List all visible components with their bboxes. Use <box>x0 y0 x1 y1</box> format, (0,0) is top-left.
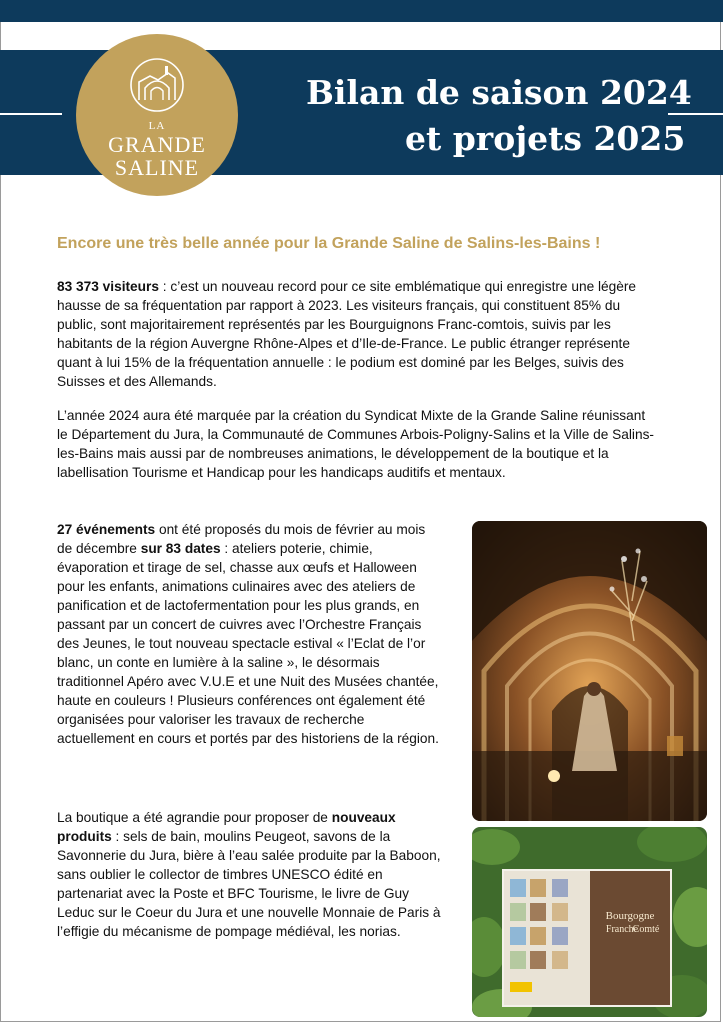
events-dates: sur 83 dates <box>140 541 221 556</box>
visitor-count: 83 373 visiteurs <box>57 279 159 294</box>
stamp-title-2: Franche <box>605 924 639 935</box>
paragraph-events <box>57 520 442 748</box>
top-bar <box>0 0 723 22</box>
paragraph-events-text-2: : ateliers poterie, chimie, évaporation et tirage de sel, chasse aux œufs et Halloween pour les enfants, animations culinaires avec des ateliers de panification et de lactofermentation pour les plus grands, en passant par un concert de cuivres avec l’Orchestre Français des Jeunes, le tout nouveau spectacle estival « l’Eclat de l’or blanc, un conte en lumière à la saline », le désormais traditionnel Apéro avec V.U.E et une Nuit des Musées chantée, haute en couleurs ! Plusieurs conférences ont également été organisées pour valoriser les travaux de recherche actuellement en cours et portés par des historiens de la région. <box>57 541 439 746</box>
photo-vault-spectacle <box>472 521 707 821</box>
events-count: 27 événements <box>57 522 156 537</box>
stamp-title-1: Bourgogne <box>605 910 655 922</box>
stamp-title-3: Comté <box>632 924 660 935</box>
logo-text-saline: SALINE <box>114 155 200 180</box>
saline-building-icon <box>128 56 186 114</box>
paragraph-shop-text-2: : sels de bain, moulins Peugeot, savons de la Savonnerie du Jura, bière à l’eau salée produite par la Baboon, sans oublier le collector de timbres UNESCO édité en partenariat avec la Poste et BFC Tourisme, le livre de Guy Leduc sur le Coeur du Jura et une nouvelle Monnaie de Paris à l’effigie du mécanisme de pompage médiéval, les norias. <box>57 829 441 939</box>
paragraph-shop-text-1: La boutique a été agrandie pour proposer de <box>57 810 332 825</box>
paragraph-shop <box>57 808 447 941</box>
paragraph-syndicate-text: L’année 2024 aura été marquée par la création du Syndicat Mixte de la Grande Saline réunissant le Département du Jura, la Communauté de Communes Arbois-Poligny-Salins et la Ville de Salins-les-Bains mais aussi par de nombreuses animations, le développement de la boutique et la labellisation Tourisme et Handicap pour les handicaps auditifs et mentaux. <box>57 408 654 480</box>
logo-text-la: LA <box>148 120 166 132</box>
headline: Encore une très belle année pour la Grande Saline de Salins-les-Bains ! <box>57 235 601 252</box>
logo-text-grande: GRANDE <box>108 132 206 157</box>
new-products: nouveaux produits <box>57 810 396 844</box>
photo-stamp-collector <box>472 827 707 1017</box>
header-rule-left <box>0 113 62 115</box>
paragraph-visitors <box>57 277 657 391</box>
paragraph-visitors-text: : c’est un nouveau record pour ce site emblématique qui enregistre une légère hausse de sa fréquentation par rapport à 2023. Les visiteurs français, qui constituent 85% du public, sont majoritairement représentés par les Bourguignons Franc-comtois, suivis par les habitants de la région Auvergne Rhône-Alpes et d’Ile-de-France. Le public étranger représente quant à lui 15% de la fréquentation annuelle : le podium est dominé par les Belges, suivis des Suisses et des Allemands. <box>57 279 637 389</box>
title-line-2: et projets 2025 <box>405 119 686 158</box>
grande-saline-logo <box>76 34 238 196</box>
paragraph-events-text-1: ont été proposés du mois de février au mois de décembre <box>57 522 426 556</box>
paragraph-syndicate <box>57 406 657 482</box>
title-line-1: Bilan de saison 2024 <box>306 73 692 112</box>
